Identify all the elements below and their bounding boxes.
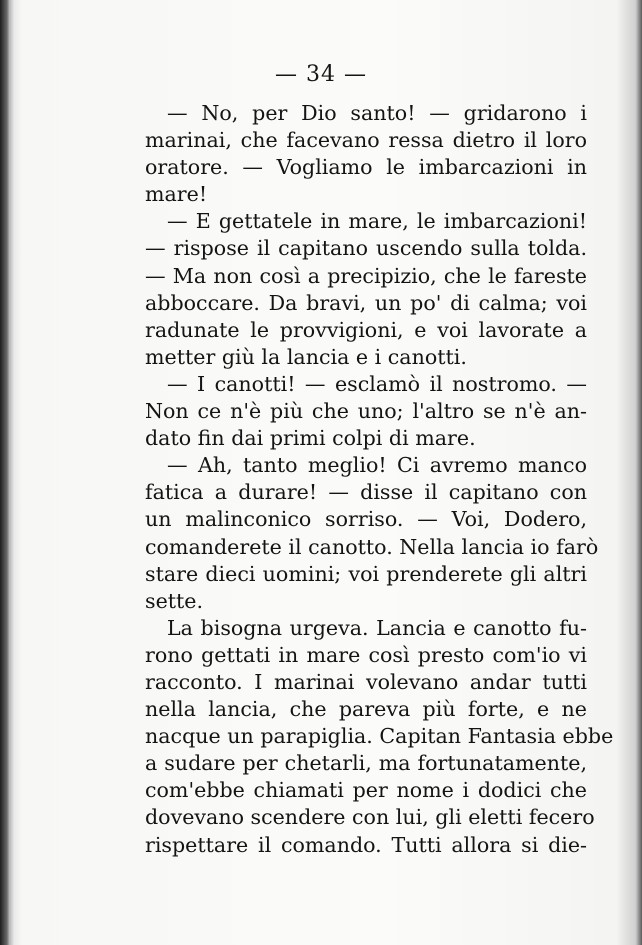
book-spine-shadow [0, 0, 10, 945]
text-line: dovevano scendere con lui, gli eletti fecero [145, 805, 595, 830]
text-line: radunate le provvigioni, e voi lavorate a [145, 317, 587, 342]
text-line: abboccare. Da bravi, un po' di calma; voi [145, 290, 587, 315]
page-number: — 34 — [275, 62, 367, 87]
text-line: nacque un parapiglia. Capitan Fantasia ebbe [145, 724, 614, 749]
text-line: sette. [145, 588, 204, 613]
text-line: com'ebbe chiamati per nome i dodici che [145, 778, 587, 803]
text-line: — I canotti! — esclamò il nostromo. — [167, 371, 587, 396]
text-line: La bisogna urgeva. Lancia e canotto fu- [167, 615, 587, 640]
text-line: stare dieci uomini; voi prenderete gli altri [145, 561, 587, 586]
text-line: mare! [145, 182, 208, 207]
text-line: fatica a durare! — disse il capitano con [145, 480, 587, 505]
body-text [145, 100, 614, 859]
text-line: metter giù la lancia e i canotti. [145, 344, 467, 369]
text-line: nella lancia, che pareva più forte, e ne [145, 697, 587, 722]
text-line: rispettare il comando. Tutti allora si die- [145, 832, 587, 857]
text-line: Non ce n'è più che uno; l'altro se n'è an- [145, 399, 587, 424]
text-line: oratore. — Vogliamo le imbarcazioni in [145, 155, 587, 180]
text-line: — Ma non così a precipizio, che le fareste [145, 263, 587, 288]
text-line: — E gettatele in mare, le imbarcazioni! [167, 209, 587, 234]
text-line: — rispose il capitano uscendo sulla tolda. [145, 236, 587, 261]
text-line: a sudare per chetarli, ma fortunatamente, [145, 751, 587, 776]
text-line: rono gettati in mare così presto com'io vi [145, 642, 587, 667]
text-line: racconto. I marinai volevano andar tutti [145, 669, 587, 694]
text-line: un malinconico sorriso. — Voi, Dodero, [145, 507, 587, 532]
text-line: — Ah, tanto meglio! Ci avremo manco [167, 453, 587, 478]
text-line: marinai, che facevano ressa dietro il loro [145, 128, 587, 153]
text-line: — No, per Dio santo! — gridarono i [167, 101, 587, 125]
text-line: dato fin dai primi colpi di mare. [145, 426, 476, 451]
text-line: comanderete il canotto. Nella lancia io farò [145, 534, 599, 559]
